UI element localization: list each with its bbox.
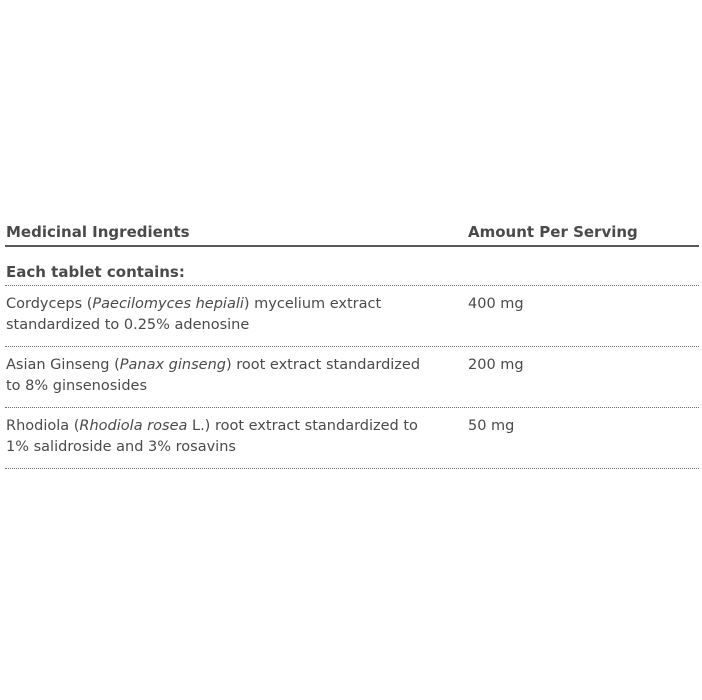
- ingredient-text: ) root extract standardized: [225, 357, 421, 373]
- ingredient-name: [6, 294, 456, 336]
- latin-name: Rhodiola rosea: [79, 418, 188, 434]
- ingredient-amount: 50 mg: [468, 418, 515, 434]
- ingredient-amount: 200 mg: [468, 357, 524, 373]
- ingredient-name: [6, 355, 456, 397]
- ingredient-name: [6, 416, 456, 458]
- table-row: [5, 286, 699, 347]
- ingredients-table: [5, 219, 699, 469]
- table-header: [5, 219, 699, 247]
- table-row: [5, 408, 699, 469]
- section-label: Each tablet contains:: [6, 263, 185, 281]
- latin-name: Paecilomyces hepiali: [92, 296, 244, 312]
- ingredient-standardization: standardized to 0.25% adenosine: [6, 317, 250, 333]
- ingredient-text: ) mycelium extract: [243, 296, 382, 312]
- ingredient-text: Asian Ginseng (: [6, 357, 120, 373]
- header-ingredients: Medicinal Ingredients: [6, 223, 190, 241]
- ingredient-text: Rhodiola (: [6, 418, 80, 434]
- ingredient-standardization: to 8% ginsenosides: [6, 378, 147, 394]
- header-amount: Amount Per Serving: [468, 223, 638, 241]
- ingredient-amount: 400 mg: [468, 296, 524, 312]
- section-label-row: [5, 247, 699, 286]
- table-row: [5, 347, 699, 408]
- ingredient-standardization: 1% salidroside and 3% rosavins: [6, 439, 236, 455]
- latin-name: Panax ginseng: [119, 357, 226, 373]
- ingredient-text: Cordyceps (: [6, 296, 93, 312]
- ingredient-text: L.) root extract standardized to: [187, 418, 418, 434]
